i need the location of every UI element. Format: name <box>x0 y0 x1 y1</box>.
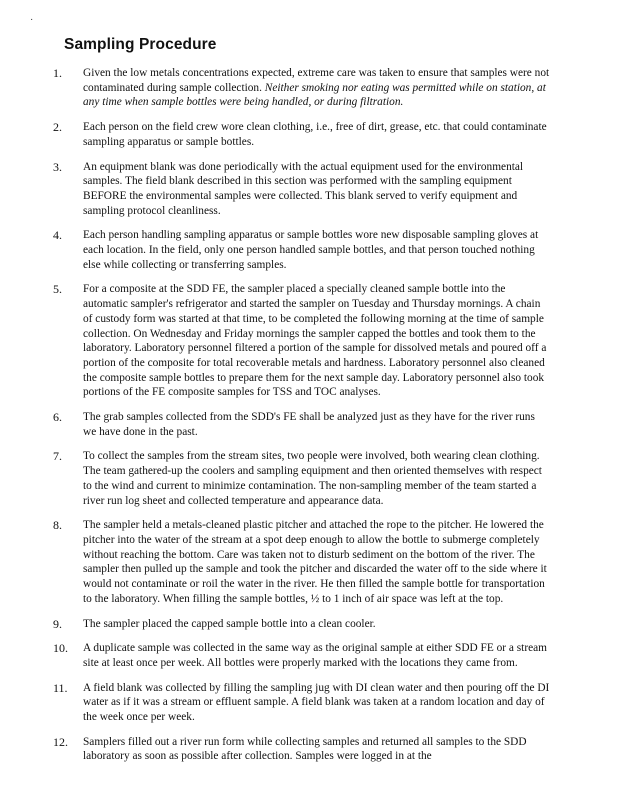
step-number: 6. <box>53 410 62 425</box>
procedure-step <box>50 617 550 632</box>
step-number: 3. <box>53 159 62 174</box>
step-number: 5. <box>53 282 62 297</box>
procedure-step <box>50 66 550 110</box>
step-number: 4. <box>53 228 62 243</box>
step-text: The sampler held a metals-cleaned plastic pitcher and attached the rope to the pitcher. He lowered the pitcher into the water of the stream at a spot deep enough to allow the bottle to submerge completely without reaching the bottom. Care was taken not to disturb sediment on the bottom of the river. The sampler then pulled up the sample and took the pitcher and discarded the water off to the side where it would not contaminate or roil the water in the river. He then filled the sample bottle for transportation to the laboratory. When filling the sample bottles, ½ to 1 inch of air space was left at the top. <box>83 519 547 605</box>
procedure-step <box>50 160 550 219</box>
procedure-step <box>50 681 550 725</box>
step-number: 12. <box>53 734 68 749</box>
step-text: The grab samples collected from the SDD's FE shall be analyzed just as they have for the river runs we have done in the past. <box>83 411 535 438</box>
procedure-step <box>50 282 550 400</box>
procedure-step <box>50 120 550 149</box>
step-number: 10. <box>53 641 68 656</box>
step-text: Samplers filled out a river run form while collecting samples and returned all samples to the SDD laboratory as soon as possible after collection. Samples were logged in at the <box>83 735 527 763</box>
step-text: A duplicate sample was collected in the same way as the original sample at either SDD FE or a stream site at least once per week. All bottles were properly marked with the locations they came from. <box>83 642 548 669</box>
step-text: Each person handling sampling apparatus or sample bottles wore new disposable sampling gloves at each location. In the field, only one person handled sample bottles, and that person touched nothing else while collecting or transferring samples. <box>83 229 539 271</box>
step-number: 1. <box>53 66 62 80</box>
procedure-step <box>50 449 550 508</box>
step-number: 8. <box>53 518 62 533</box>
step-number: 11. <box>53 680 68 695</box>
step-text: The sampler placed the capped sample bottle into a clean cooler. <box>83 617 376 630</box>
step-text-emphasis: Neither smoking nor eating was permitted while on station, at any time when sample bottles were being handled, or during filtration. <box>83 81 546 109</box>
procedure-step <box>50 641 550 670</box>
step-text: To collect the samples from the stream sites, two people were involved, both wearing clean clothing. The team gathered-up the coolers and sampling equipment and then oriented themselves with respect to the wind and current to minimize contamination. The non-sampling member of the team started a river run log sheet and collected temperature and appearance data. <box>83 450 542 507</box>
step-text <box>83 66 550 110</box>
step-text: An equipment blank was done periodically with the actual equipment used for the environmental samples. The field blank described in this section was performed with the sampling equipment BEFORE the environmental samples were collected. This blank served to verify equipment and sampling protocol cleanliness. <box>83 160 524 217</box>
step-text: Each person on the field crew wore clean clothing, i.e., free of dirt, grease, etc. that could contaminate sampling apparatus or sample bottles. <box>83 121 547 148</box>
procedure-step <box>50 735 550 764</box>
step-number: 7. <box>53 449 62 464</box>
step-number: 2. <box>53 120 62 135</box>
corner-mark: · <box>30 14 34 25</box>
procedure-step <box>50 410 550 439</box>
page-title: Sampling Procedure <box>64 36 217 53</box>
step-text: A field blank was collected by filling the sampling jug with DI clean water and then pouring off the DI water as if it was a stream or effluent sample. A field blank was taken at a random location and day of the week once per week. <box>83 681 550 724</box>
procedure-step <box>50 228 550 272</box>
step-text: For a composite at the SDD FE, the sampler placed a specially cleaned sample bottle into the automatic sampler's refrigerator and started the sampler on Tuesday and Thursday mornings. A chain of custody form was started at that time, to be completed the following morning at the time of sample collection. On Wednesday and Friday mornings the sampler capped the bottles and took them to the laboratory. Laboratory personnel filtered a portion of the sample for dissolved metals and poured off a portion of the composite for total recoverable metals and hardness. Laboratory personnel also cleaned the composite sample bottles to prepare them for the next sample day. Laboratory personnel also took portions of the FE composite samples for TSS and TOC analyses. <box>83 283 547 399</box>
step-text-main: Given the low metals concentrations expected, extreme care was taken to ensure that samples were not contaminated during sample collection. <box>83 67 550 94</box>
procedure-step <box>50 518 550 606</box>
step-number: 9. <box>53 616 62 631</box>
procedure-list <box>50 66 550 774</box>
